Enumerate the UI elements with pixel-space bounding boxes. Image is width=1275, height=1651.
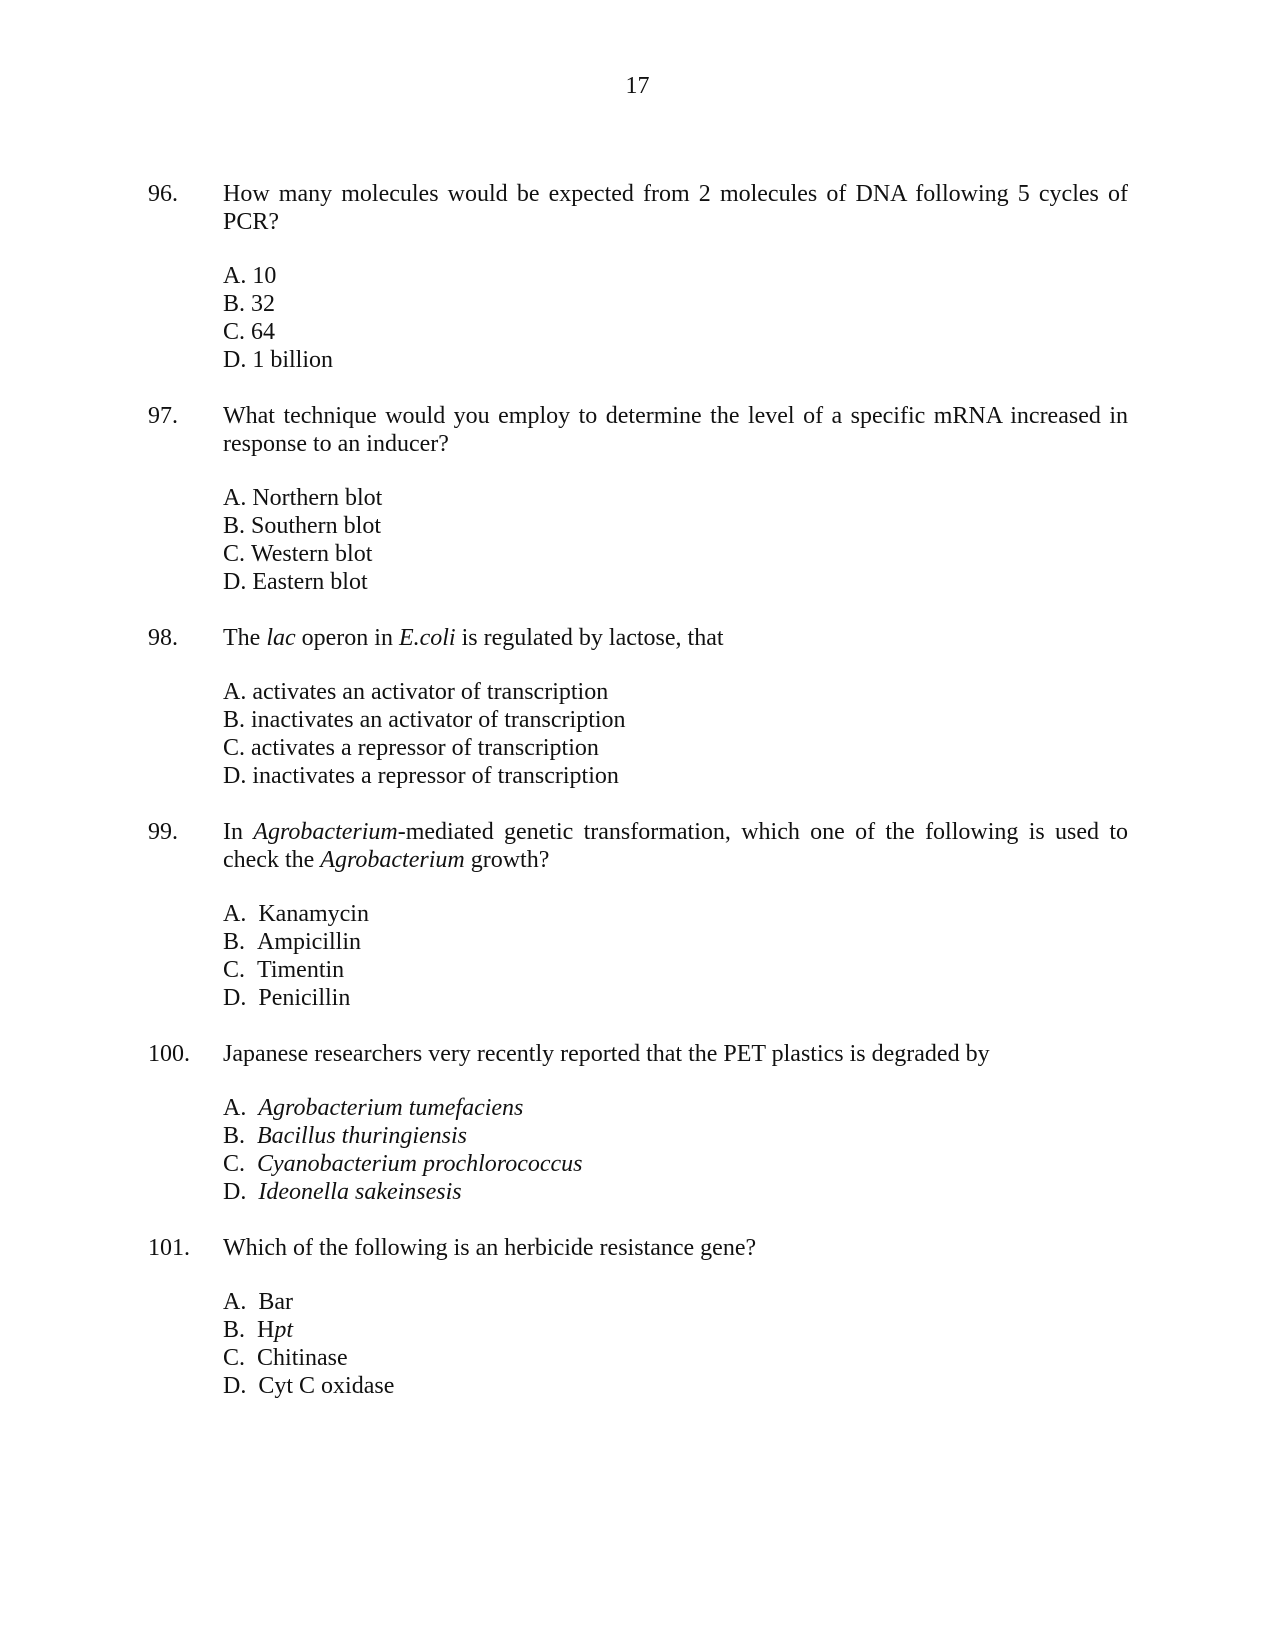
option-letter: D. <box>223 763 247 789</box>
text-fragment: growth? <box>464 847 550 873</box>
option-text: Cyanobacterium prochlorococcus <box>257 1151 583 1177</box>
question-number: 99. <box>148 819 178 845</box>
option-letter: A. <box>223 485 247 511</box>
option-a <box>223 484 1128 512</box>
option-letter: C. <box>223 1345 246 1371</box>
italic-term: pt <box>274 1317 294 1343</box>
option-a <box>223 900 1128 928</box>
question-96 <box>148 180 1128 374</box>
option-letter: C. <box>223 1151 246 1177</box>
question-text: Japanese researchers very recently reported that the PET plastics is degraded by <box>223 1041 990 1067</box>
option-c <box>223 734 1128 762</box>
option-text: 64 <box>251 319 276 345</box>
option-d <box>223 1372 1128 1400</box>
option-a <box>223 1288 1128 1316</box>
option-letter: A. <box>223 901 247 927</box>
option-text: Timentin <box>257 957 345 983</box>
italic-term: E.coli <box>398 625 456 651</box>
option-text: Penicillin <box>258 985 351 1011</box>
option-text <box>257 1317 293 1343</box>
question-number: 101. <box>148 1235 190 1261</box>
option-d <box>223 762 1128 790</box>
option-list <box>223 262 1128 374</box>
text-fragment: is regulated by lactose, that <box>455 625 724 651</box>
text-fragment: operon in <box>295 625 399 651</box>
option-c <box>223 1344 1128 1372</box>
option-letter: B. <box>223 1317 246 1343</box>
option-b <box>223 928 1128 956</box>
option-letter: C. <box>223 957 246 983</box>
option-b <box>223 1316 1128 1344</box>
option-text: Ideonella sakeinsesis <box>258 1179 462 1205</box>
option-letter: B. <box>223 291 246 317</box>
page-number: 17 <box>625 73 650 99</box>
option-text: inactivates an activator of transcription <box>251 707 626 733</box>
option-letter: D. <box>223 1179 247 1205</box>
option-letter: B. <box>223 513 246 539</box>
option-b <box>223 706 1128 734</box>
option-letter: C. <box>223 735 246 761</box>
question-98 <box>148 624 1128 790</box>
question-number: 100. <box>148 1041 190 1067</box>
question-text <box>223 818 1128 874</box>
option-b <box>223 1122 1128 1150</box>
option-a <box>223 1094 1128 1122</box>
option-letter: C. <box>223 319 246 345</box>
question-text: How many molecules would be expected from 2 molecules of DNA following 5 cycles of PCR? <box>223 181 1128 235</box>
option-a <box>223 262 1128 290</box>
option-a <box>223 678 1128 706</box>
option-c <box>223 1150 1128 1178</box>
text-fragment: H <box>257 1317 275 1343</box>
question-97 <box>148 402 1128 596</box>
option-text: activates an activator of transcription <box>252 679 609 705</box>
question-number: 96. <box>148 181 178 207</box>
option-letter: D. <box>223 569 247 595</box>
question-text: What technique would you employ to determine the level of a specific mRNA increased in response to an inducer? <box>223 403 1128 457</box>
option-d <box>223 568 1128 596</box>
option-text: Eastern blot <box>252 569 368 595</box>
text-fragment: -mediated genetic transformation, which one of the following is used to check the <box>223 819 1128 873</box>
question-number: 97. <box>148 403 178 429</box>
italic-term: Agrobacterium <box>320 847 465 873</box>
option-text: Southern blot <box>251 513 382 539</box>
option-letter: D. <box>223 1373 247 1399</box>
option-text: 10 <box>252 263 277 289</box>
option-list <box>223 484 1128 596</box>
option-letter: B. <box>223 1123 246 1149</box>
option-c <box>223 540 1128 568</box>
option-list <box>223 1288 1128 1400</box>
question-101 <box>148 1234 1128 1400</box>
option-letter: A. <box>223 1289 247 1315</box>
option-text: activates a repressor of transcription <box>251 735 599 761</box>
text-fragment: The <box>223 625 267 651</box>
option-text: Agrobacterium tumefaciens <box>258 1095 524 1121</box>
option-d <box>223 1178 1128 1206</box>
option-letter: D. <box>223 347 247 373</box>
question-number: 98. <box>148 625 178 651</box>
option-letter: A. <box>223 263 247 289</box>
option-text: 32 <box>251 291 276 317</box>
option-letter: D. <box>223 985 247 1011</box>
italic-term: lac <box>266 625 296 651</box>
option-list <box>223 900 1128 1012</box>
option-b <box>223 512 1128 540</box>
option-letter: A. <box>223 1095 247 1121</box>
option-list <box>223 1094 1128 1206</box>
question-text: Which of the following is an herbicide resistance gene? <box>223 1235 757 1261</box>
option-letter: B. <box>223 929 246 955</box>
option-letter: A. <box>223 679 247 705</box>
option-letter: C. <box>223 541 246 567</box>
option-d <box>223 984 1128 1012</box>
option-text: inactivates a repressor of transcription <box>252 763 619 789</box>
option-c <box>223 318 1128 346</box>
option-text: Cyt C oxidase <box>258 1373 395 1399</box>
option-text: Ampicillin <box>257 929 362 955</box>
option-text: Northern blot <box>252 485 383 511</box>
option-text: Bacillus thuringiensis <box>257 1123 468 1149</box>
option-text: Western blot <box>251 541 373 567</box>
question-list <box>148 180 1128 1428</box>
option-c <box>223 956 1128 984</box>
text-fragment: In <box>223 819 254 845</box>
question-text <box>223 624 1128 652</box>
option-text: Bar <box>258 1289 293 1315</box>
option-letter: B. <box>223 707 246 733</box>
option-text: Kanamycin <box>258 901 369 927</box>
option-d <box>223 346 1128 374</box>
option-b <box>223 290 1128 318</box>
question-99 <box>148 818 1128 1012</box>
question-100 <box>148 1040 1128 1206</box>
option-text: 1 billion <box>252 347 334 373</box>
italic-term: Agrobacterium <box>253 819 398 845</box>
option-text: Chitinase <box>257 1345 348 1371</box>
option-list <box>223 678 1128 790</box>
